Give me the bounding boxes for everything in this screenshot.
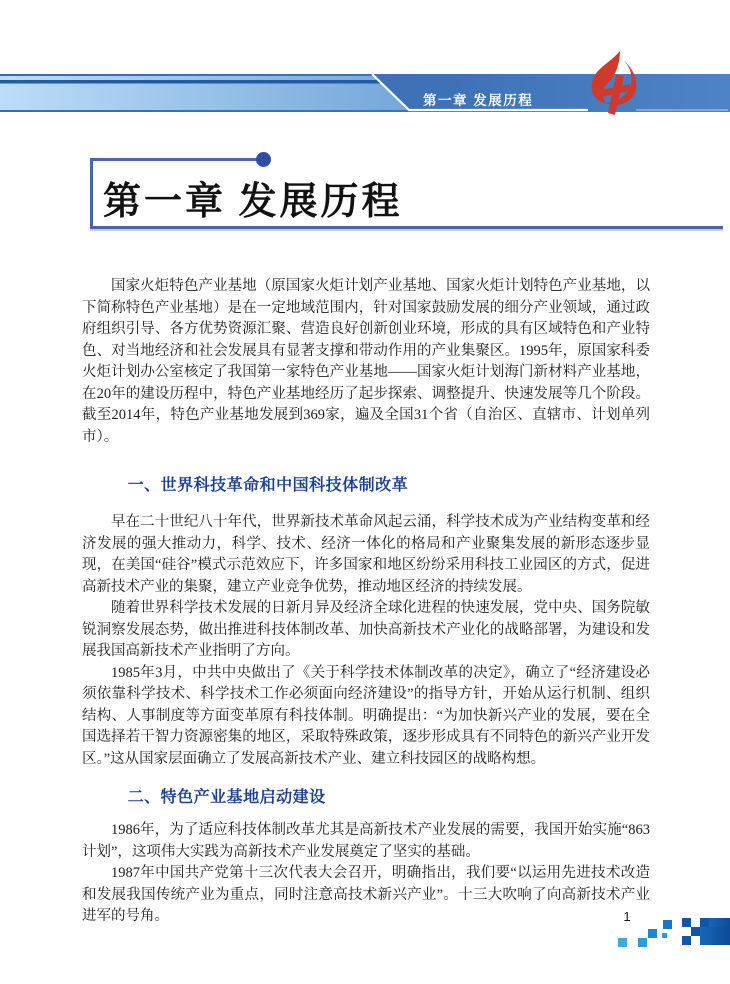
title-accent-dot bbox=[256, 152, 271, 167]
header-chapter-label: 第一章 发展历程 bbox=[423, 93, 534, 108]
section-heading-2: 二、特色产业基地启动建设 bbox=[127, 789, 326, 806]
page-body bbox=[82, 276, 650, 928]
body-paragraph: 早在二十世纪八十年代，世界新技术革命风起云涌，科学技术成为产业结构变革和经济发展的强大推动力，科学、技术、经济一体化的格局和产业聚集发展的新形态逐步显现，在美国“硅谷”模式示范效应下，许多国家和地区纷纷采用科技工业园区的方式，促进高新技术产业的集聚，建立产业竞争优势，推动地区经济的持续发展。 bbox=[82, 514, 650, 595]
body-paragraph: 1985年3月，中共中央做出了《关于科学技术体制改革的决定》，确立了“经济建设必须依靠科学技术、科学技术工作必须面向经济建设”的指导方针，开始从运行机制、组织结构、人事制度等方面变革原有科技体制。明确提出：“为加快新兴产业的发展，要在全国选择若干智力资源密集的地区，采取特殊政策，逐步形成具有不同特色的新兴产业开发区。”这从国家层面确立了发展高新技术产业、建立科技园区的战略构想。 bbox=[82, 664, 650, 767]
chapter-title: 第一章 发展历程 bbox=[103, 181, 403, 223]
body-paragraph: 随着世界科学技术发展的日新月异及经济全球化进程的快速发展，党中央、国务院敏锐洞察发展态势，做出推进科技体制改革、加快高新技术产业化的战略部署，为建设和发展我国高新技术产业指明了方向。 bbox=[82, 600, 650, 659]
section-heading-1: 一、世界科技革命和中国科技体制改革 bbox=[127, 477, 409, 494]
body-paragraph: 1986年，为了适应科技体制改革尤其是高新技术产业发展的需要，我国开始实施“863计划”，这项伟大实践为高新技术产业发展奠定了坚实的基础。 bbox=[82, 822, 650, 860]
header-top-stripe bbox=[0, 80, 382, 84]
body-paragraph-intro: 国家火炬特色产业基地（原国家火炬计划产业基地、国家火炬计划特色产业基地，以下简称特色产业基地）是在一定地域范围内，针对国家鼓励发展的细分产业领域，通过政府组织引导、各方优势资源汇聚、营造良好创新创业环境，形成的具有区域特色和产业特色、对当地经济和社会发展具有显著支撑和带动作用的产业集聚区。1995年，原国家科委火炬计划办公室核定了我国第一家特色产业基地——国家火炬计划海门新材料产业基地，在20年的建设历程中，特色产业基地经历了起步探索、调整提升、快速发展等几个阶段。截至2014年，特色产业基地发展到369家，遍及全国31个省（自治区、直辖市、计划单列市）。 bbox=[82, 278, 650, 445]
header-band bbox=[0, 0, 730, 125]
pixel-mosaic-icon bbox=[610, 916, 730, 952]
chapter-title-block bbox=[90, 158, 723, 230]
page-number: 1 bbox=[623, 909, 631, 924]
title-accent-line-bottom bbox=[90, 226, 723, 229]
title-accent-line-left bbox=[90, 158, 93, 228]
title-accent-line-top bbox=[90, 158, 257, 161]
body-paragraph: 1987年中国共产党第十三次代表大会召开，明确指出，我们要“以运用先进技术改造和发展我国传统产业为重点，同时注意高技术新兴产业”。十三大吹响了向高新技术产业进军的号角。 bbox=[82, 865, 650, 924]
